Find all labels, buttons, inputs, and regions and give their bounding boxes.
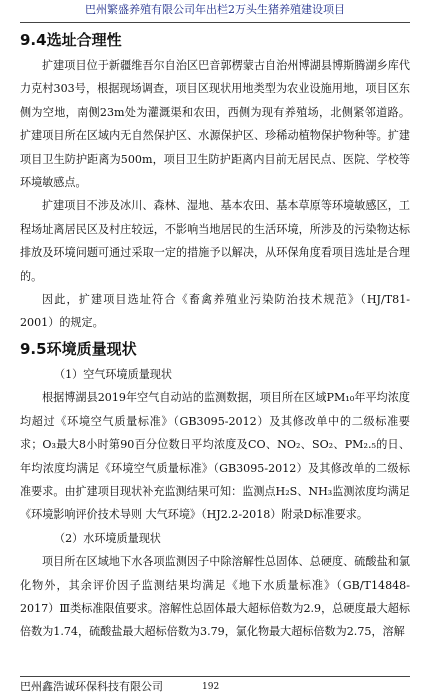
- header-title: 巴州繁盛养殖有限公司年出栏2万头生猪养殖建设项目: [85, 3, 345, 16]
- page-number: 192: [202, 682, 220, 692]
- page-header: [20, 0, 410, 23]
- page-footer: [20, 676, 410, 697]
- section-heading-9-5: 9.5环境质量现状: [20, 339, 137, 358]
- section-heading-9-4: 9.4选址合理性: [20, 31, 122, 49]
- footer-company: 巴州鑫浩诚环保科技有限公司: [20, 680, 163, 693]
- paragraph-air: 根据博湖县2019年空气自动站的监测数据，项目所在区域PM₁₀年平均浓度均超过《环境空气质量标准》（GB3095-2012）及其修改单中的二级标准要求；O₃最大8小时第90百分位数日平均浓度及CO、NO₂、SO₂、PM₂.₅的日、年均浓度均满足《环境空气质量标准》（GB3095-2012）及其修改单的二级标准要求。由扩建项目现状补充监测结果可知：监测点H₂S、NH₃监测浓度均满足《环境影响评价技术导则 大气环境》（HJ2.2-2018）附录D标准要求。: [20, 391, 410, 522]
- paragraph: 扩建项目不涉及冰川、森林、湿地、基本农田、基本草原等环境敏感区，工程场址离居民区及村庄较远，不影响当地居民的生活环境，所涉及的污染物达标排放及环境问题可通过采取一定的措施予以解决，从环保角度看项目选址是合理的。: [20, 199, 410, 283]
- paragraph: 扩建项目位于新疆维吾尔自治区巴音郭楞蒙古自治州博湖县博斯腾湖乡库代力克村303号，根据现场调查，项目区现状用地类型为农业设施用地，项目区东侧为空地，南侧23m处为灌溉渠和农田，西侧为现有养殖场，北侧紧邻道路。扩建项目所在区域内无自然保护区、水源保护区、珍稀动植物保护物种等。扩建项目卫生防护距离为500m，项目卫生防护距离内目前无居民点、医院、学校等环境敏感点。: [20, 59, 410, 190]
- subheading-air: （1）空气环境质量现状: [54, 367, 172, 381]
- page-content: [20, 28, 410, 644]
- paragraph: 因此，扩建项目选址符合《畜禽养殖业污染防治技术规范》（HJ/T81-2001）的规定。: [20, 293, 410, 330]
- subheading-water: （2）水环境质量现状: [54, 531, 161, 545]
- paragraph-water: 项目所在区域地下水各项监测因子中除溶解性总固体、总硬度、硫酸盐和氯化物外，其余评价因子监测结果均满足《地下水质量标准》（GB/T14848-2017）Ⅲ类标准限值要求。溶解性总固体最大超标倍数为2.9，总硬度最大超标倍数为1.74，硫酸盐最大超标倍数为3.79，氯化物最大超标倍数为2.75，溶解: [20, 555, 410, 639]
